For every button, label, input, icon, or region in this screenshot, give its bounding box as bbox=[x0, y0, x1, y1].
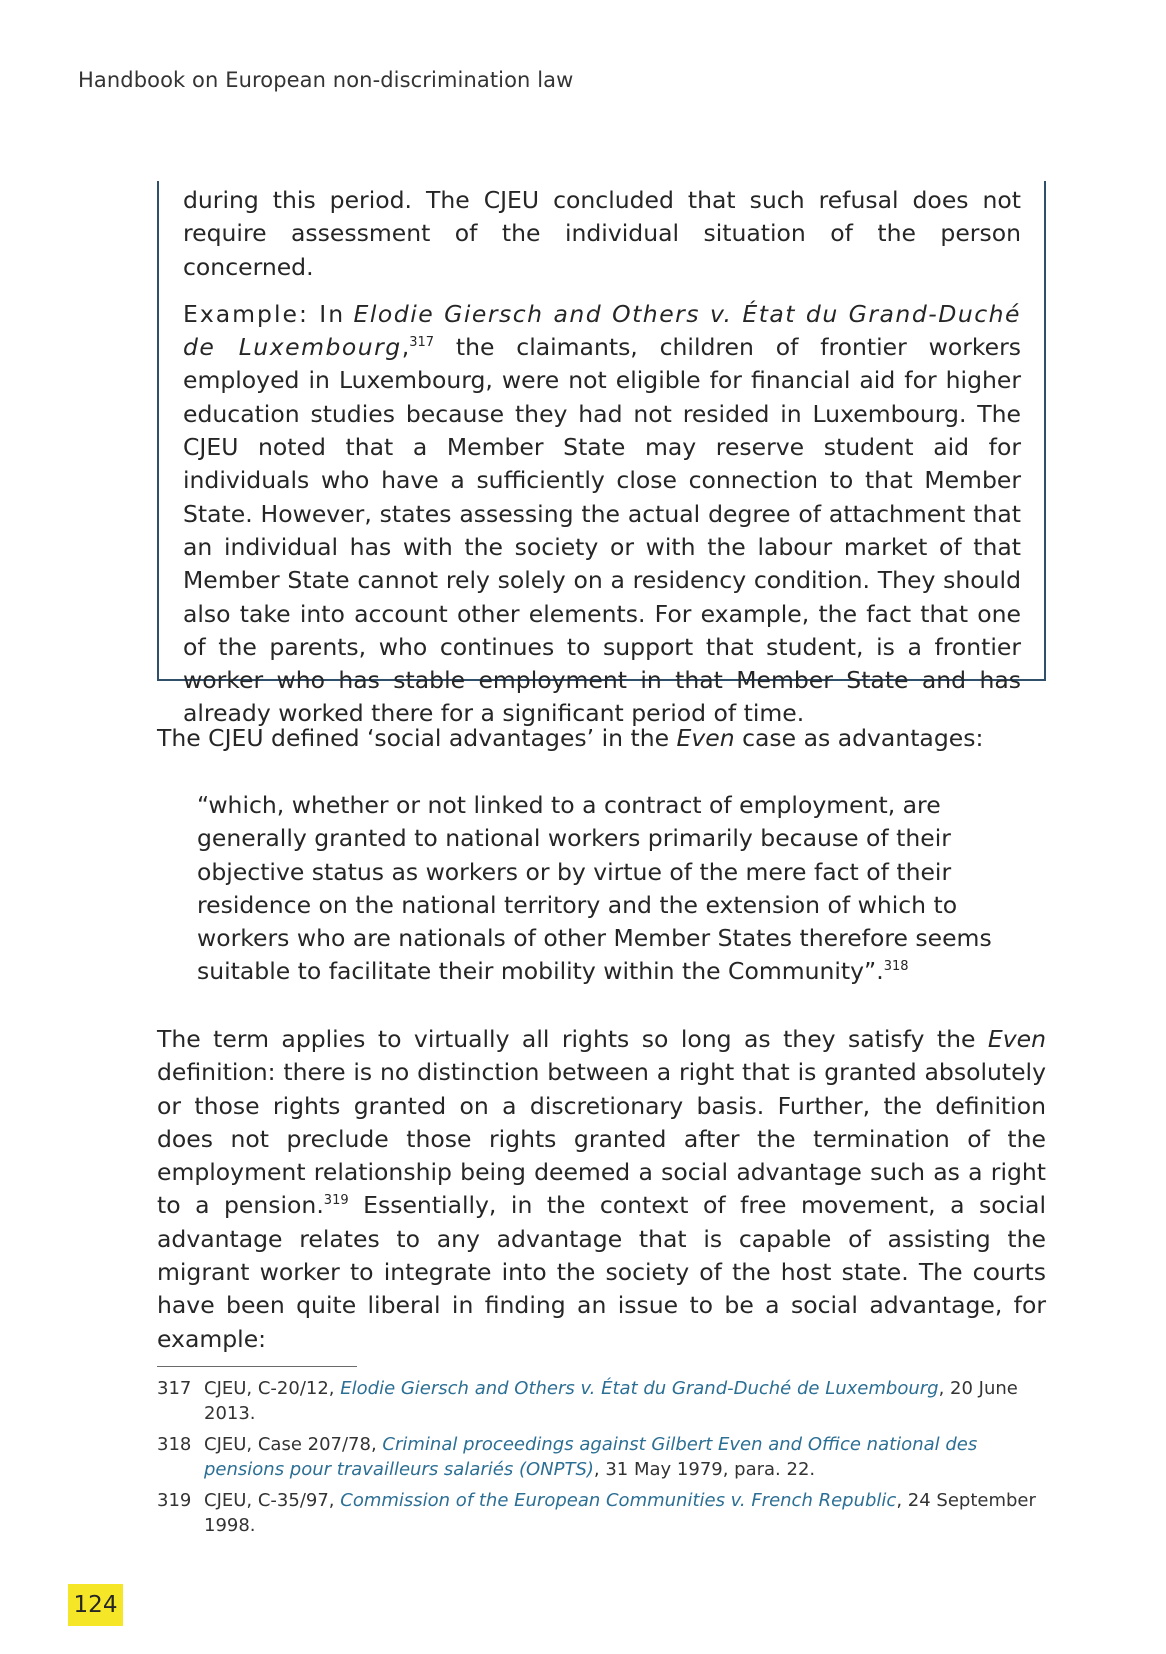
example-body: the claimants, children of frontier workers employed in Luxembourg, were not eligible for financial aid for higher education studies because they had not resided in Luxembourg. The CJEU noted that a Member State may reserve student aid for individuals who have a sufficiently close connection to that Member State. However, states assessing the actual degree of attachment that an individual has with the society or with the labour market of that Member State cannot rely solely on a residency condition. They should also take into account other elements. For example, the fact that one of the parents, who continues to support that student, is a frontier worker who has stable employment in that Member State and has already worked there for a significant period of time. bbox=[183, 333, 1022, 728]
footnote-ref-317[interactable]: 317 bbox=[409, 335, 435, 351]
footnote-prefix: CJEU, C-20/12, bbox=[204, 1378, 341, 1399]
footnote-case-link[interactable]: Commission of the European Communities v. French Republic bbox=[340, 1490, 897, 1511]
footnote-ref-318[interactable]: 318 bbox=[883, 959, 909, 975]
p1-text-before: The CJEU defined ‘social advantages’ in the bbox=[157, 724, 677, 752]
footnote-number: 318 bbox=[157, 1434, 192, 1455]
example-paragraph: Example: In Elodie Giersch and Others v. État du Grand-Duché de Luxembourg,$^{317}$ the claimants, children of frontier workers employed in Luxembourg, were not eligible for financial aid for higher education studies because they had not resided in Luxembourg. The CJEU noted that a Member State may reserve student aid for individuals who have a sufficiently close connection to that Member State. However, states assessing the actual degree of attachment that an individual has with the society or with the labour market of that Member State cannot rely solely on a residency condition. They should also take into account other elements. For example, the fact that one of the parents, who continues to support that student, is a frontier worker who has stable employment in that Member State and has already worked there for a significant period of time. bbox=[183, 299, 1022, 728]
footnote-317 bbox=[157, 1376, 1057, 1426]
body-paragraph-1 bbox=[157, 722, 1046, 755]
p2-text-after: Essentially, in the context of free movement, a social advantage relates to any advantage that is capable of assisting the migrant worker to integrate into the society of the host state. The courts have been quite liberal in finding an issue to be a social advantage, for example: bbox=[157, 1191, 1046, 1353]
footnote-suffix: , 31 May 1979, para. 22. bbox=[593, 1459, 816, 1480]
footnote-318 bbox=[157, 1432, 1057, 1482]
footnote-prefix: CJEU, C-35/97, bbox=[204, 1490, 341, 1511]
p2-text-mid: definition: there is no distinction between a right that is granted absolutely or those rights granted on a discretionary basis. Further, the definition does not preclude those rights granted after the termination of the employment relationship being deemed a social advantage such as a right to a pension. bbox=[157, 1058, 1046, 1220]
footnote-suffix: , 24 September 1998. bbox=[204, 1490, 1036, 1536]
footnote-number: 319 bbox=[157, 1490, 192, 1511]
footnote-ref-319[interactable]: 319 bbox=[323, 1193, 349, 1209]
page-number: 124 bbox=[68, 1584, 123, 1626]
p1-text-after: case as advantages: bbox=[734, 724, 984, 752]
footnote-prefix: CJEU, Case 207/78, bbox=[204, 1434, 383, 1455]
example-box bbox=[157, 181, 1046, 728]
footnote-case-link[interactable]: Elodie Giersch and Others v. État du Grand-Duché de Luxembourg bbox=[340, 1378, 939, 1399]
p1-case-even: Even bbox=[676, 724, 735, 752]
box-continuation-paragraph: during this period. The CJEU concluded that such refusal does not require assessment of the individual situation of the person concerned. bbox=[183, 186, 1021, 281]
p2-text-before: The term applies to virtually all rights so long as they satisfy the bbox=[157, 1025, 988, 1053]
running-header: Handbook on European non-discrimination law bbox=[78, 68, 574, 92]
footnote-suffix: , 20 June 2013. bbox=[204, 1378, 1018, 1424]
quote-text: “which, whether or not linked to a contract of employment, are generally granted to national workers primarily because of their objective status as workers or by virtue of the mere fact of their residence on the national territory and the extension of which to workers who are nationals of other Member States therefore seems suitable to facilitate their mobility within the Community”. bbox=[197, 791, 992, 986]
footnotes bbox=[157, 1376, 1057, 1544]
example-lead: Example: In bbox=[183, 299, 346, 328]
p2-case-even: Even bbox=[987, 1025, 1046, 1053]
body-paragraph-2 bbox=[157, 1023, 1046, 1356]
block-quote bbox=[197, 789, 1047, 989]
example-case-title: Elodie Giersch and Others v. État du Grand-Duché de Luxembourg bbox=[183, 299, 1021, 362]
footnote-number: 317 bbox=[157, 1378, 192, 1399]
footnote-separator bbox=[157, 1366, 357, 1367]
footnote-case-link[interactable]: Criminal proceedings against Gilbert Even and Office national des pensions pour travailleurs salariés (ONPTS) bbox=[204, 1434, 978, 1480]
footnote-319 bbox=[157, 1488, 1057, 1538]
